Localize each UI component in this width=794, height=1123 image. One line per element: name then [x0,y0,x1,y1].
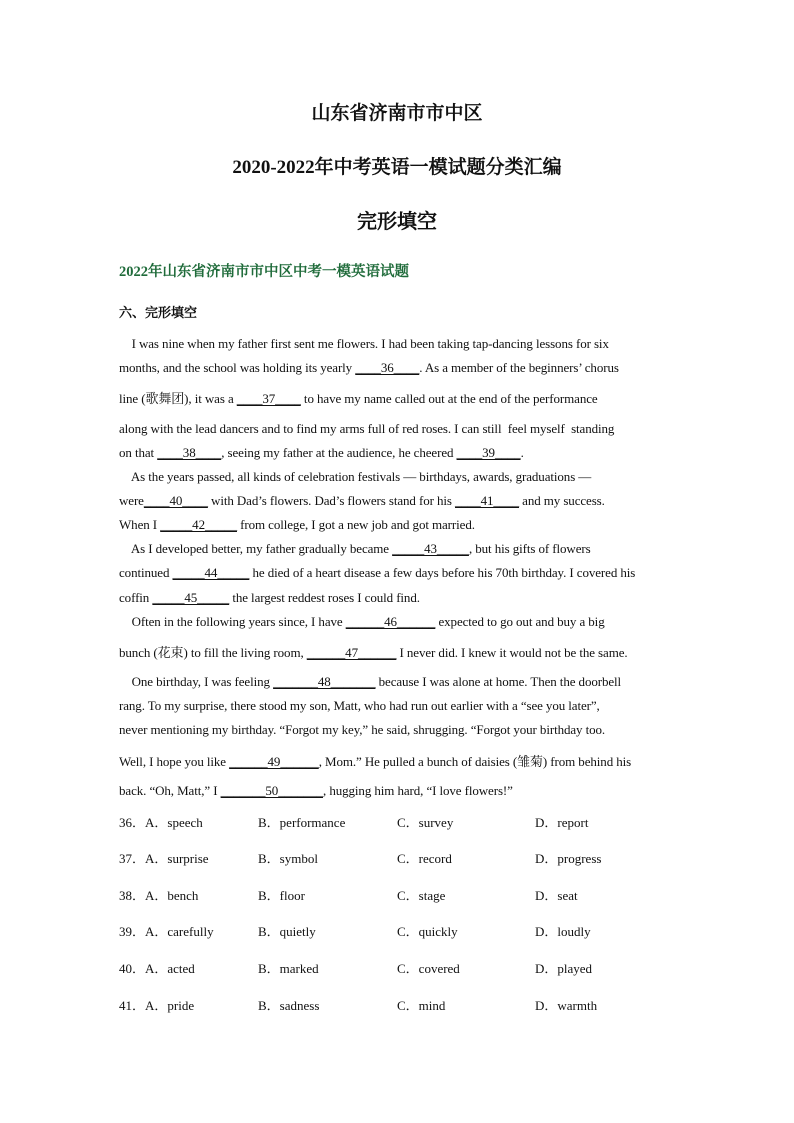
passage-text: along with the lead dancers and to find my arms full of red roses. I can still feel myself standing [119,421,615,436]
option-b: B．quietly [258,924,316,939]
passage-text: I never did. I knew it would not be the same. [396,645,628,660]
answer-blank: _______48_______ [273,674,376,689]
passage-text: , hugging him hard, “I love flowers!” [323,783,513,798]
passage-text: line (歌舞团), it was a [119,391,237,406]
section-heading: 六、完形填空 [119,305,198,320]
passage-text: I was nine when my father first sent me flowers. I had been taking tap-dancing lessons for six [119,336,609,351]
option-d: D．loudly [535,924,591,939]
answer-blank: ____38____ [157,445,222,460]
option-d: D．report [535,815,589,830]
passage-text: As I developed better, my father gradually became [119,541,393,556]
passage-text: . As a member of the beginners’ chorus [419,360,619,375]
passage-line [119,445,679,461]
answer-blank: ______47______ [306,645,397,660]
option-a: 38．A．bench [119,888,199,903]
passage-line [119,614,679,630]
passage-line [119,722,679,738]
passage-text: . [520,445,524,460]
passage-text: As the years passed, all kinds of celebration festivals — birthdays, awards, graduations — [119,469,592,484]
document-title-topic: 完形填空 [357,211,437,233]
passage-line [119,360,679,376]
option-a: 40．A．acted [119,961,195,976]
answer-blank: ____40____ [143,493,208,508]
document-title-region: 山东省济南市市中区 [311,103,483,124]
passage-text: rang. To my surprise, there stood my son, Matt, who had run out earlier with a “see you later”, [119,698,600,713]
passage-line [119,336,679,352]
passage-line [119,493,679,509]
answer-blank: ____39____ [456,445,521,460]
answer-blank: _____43_____ [392,541,469,556]
answer-blank: _____44_____ [172,565,250,580]
option-b: B．symbol [258,851,318,866]
option-c: C．quickly [397,924,458,939]
passage-text: months, and the school was holding its yearly [119,360,356,375]
option-d: D．played [535,961,593,976]
passage-text: he died of a heart disease a few days before his 70th birthday. I covered his [249,565,636,580]
option-c: C．covered [397,961,460,976]
option-d: D．seat [535,888,578,903]
passage-text: were [119,493,144,508]
passage-text: never mentioning my birthday. “Forgot my key,” he said, shrugging. “Forgot your birthday too. [119,722,606,737]
passage-text: coffin [119,590,153,605]
answer-blank: _____45_____ [152,590,230,605]
answer-blank: ____37____ [236,391,301,406]
passage-text: from college, I got a new job and got married. [236,517,475,532]
passage-line [119,783,679,799]
option-a: 39．A．carefully [119,924,214,939]
option-a: 41．A．pride [119,998,195,1013]
passage-text: with Dad’s flowers. Dad’s flowers stand for his [207,493,455,508]
option-b: B．floor [258,888,305,903]
option-b: B．sadness [258,998,320,1013]
passage-text: the largest reddest roses I could find. [229,590,420,605]
passage-text: , but his gifts of flowers [468,541,591,556]
answer-blank: _____42_____ [160,517,237,532]
passage-line [119,388,679,407]
option-a: 36．A．speech [119,815,203,830]
passage-line [119,541,679,557]
option-d: D．progress [535,851,602,866]
passage-line [119,421,679,437]
option-c: C．record [397,851,452,866]
option-a: 37．A．surprise [119,851,209,866]
exam-subtitle: 2022年山东省济南市市中区中考一模英语试题 [119,264,409,280]
passage-text: Often in the following years since, I have [119,614,346,629]
passage-text: expected to go out and buy a big [435,614,605,629]
passage-text: , seeing my father at the audience, he cheered [221,445,457,460]
passage-text: because I was alone at home. Then the doorbell [375,674,622,689]
passage-line [119,751,679,770]
option-b: B．marked [258,961,319,976]
answer-blank: _______50_______ [220,783,324,798]
passage-line [119,698,679,714]
passage-text: back. “Oh, Matt,” I [119,783,221,798]
option-c: C．mind [397,998,446,1013]
passage-text: to have my name called out at the end of the performance [300,391,598,406]
passage-text: One birthday, I was feeling [119,674,274,689]
passage-text: continued [119,565,173,580]
option-b: B．performance [258,815,346,830]
passage-text: When I [119,517,161,532]
passage-line [119,590,679,606]
document-title-series: 2020-2022年中考英语一模试题分类汇编 [232,157,562,178]
option-c: C．survey [397,815,454,830]
passage-line [119,469,679,485]
passage-line [119,565,679,581]
passage-text: , Mom.” He pulled a bunch of daisies (雏菊) from behind his [318,754,632,769]
passage-line [119,517,679,533]
option-c: C．stage [397,888,446,903]
passage-line [119,642,679,661]
answer-blank: ______46______ [345,614,436,629]
passage-text: on that [119,445,158,460]
passage-line [119,674,679,690]
answer-blank: ____36____ [355,360,420,375]
option-d: D．warmth [535,998,598,1013]
passage-text: Well, I hope you like [119,754,230,769]
passage-text: and my success. [519,493,605,508]
answer-blank: ______49______ [229,754,319,769]
answer-blank: ____41____ [455,493,520,508]
passage-text: bunch (花束) to fill the living room, [119,645,307,660]
